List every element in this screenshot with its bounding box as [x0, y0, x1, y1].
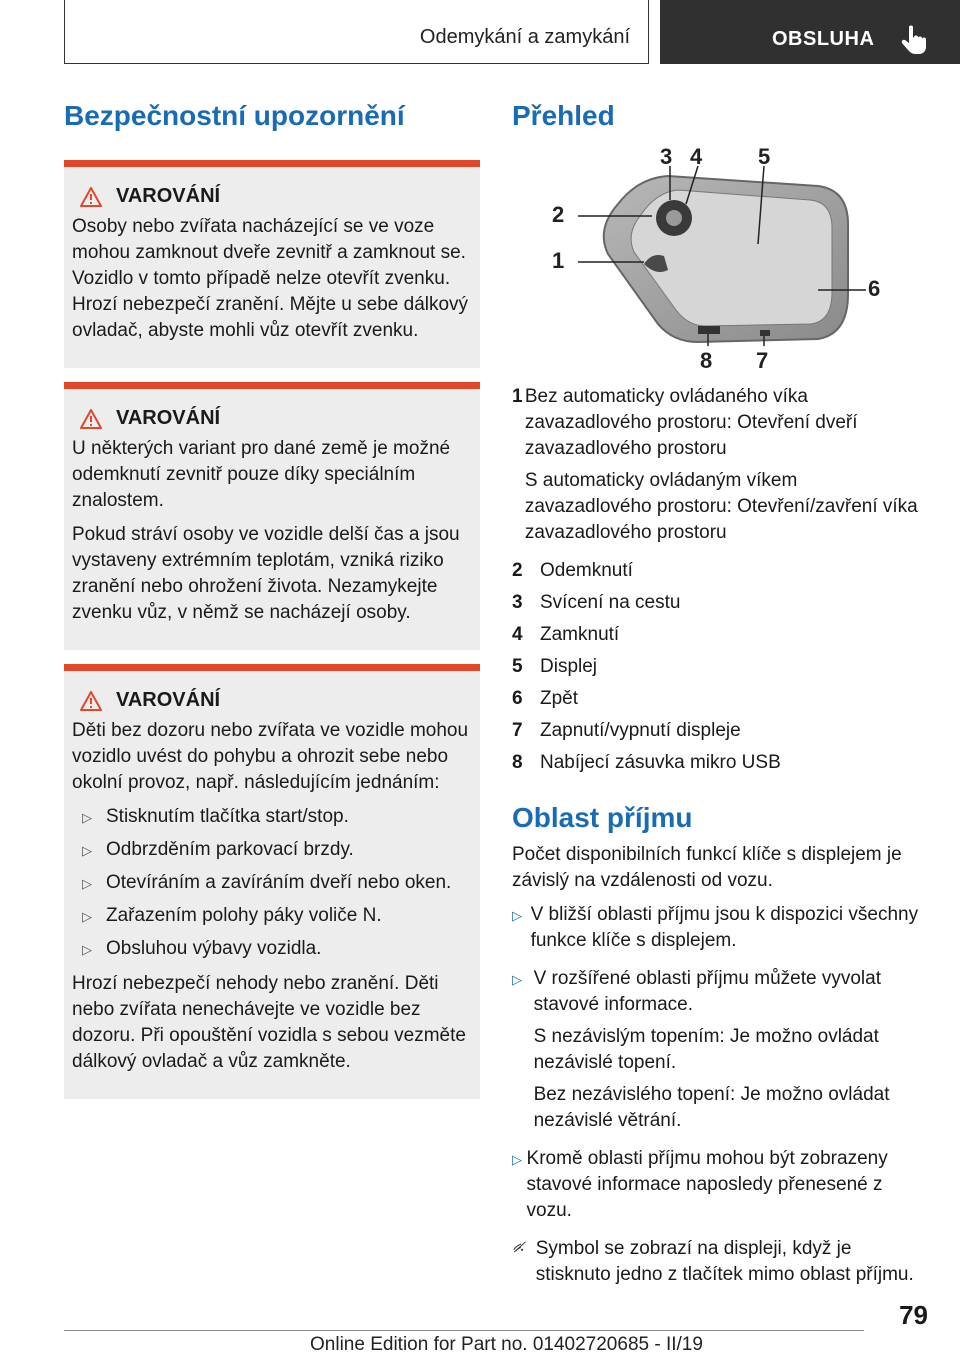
bullet-triangle-icon: ▷	[82, 942, 92, 957]
warning-paragraph: U některých variant pro dané země je možné odemknutí zevnitř pouze díky speciálním znalostem.	[72, 438, 451, 511]
warning-box-2	[64, 382, 480, 650]
warning-title-text: VAROVÁNÍ	[116, 407, 221, 429]
callout-3: 3	[660, 144, 673, 169]
callout-4: 4	[690, 144, 703, 169]
figure-legend	[512, 384, 928, 776]
warning-title	[80, 689, 470, 712]
legend-number: 1	[512, 386, 523, 407]
legend-number: 2	[512, 560, 523, 581]
legend-item	[512, 718, 928, 744]
legend-item	[512, 590, 928, 616]
range-bullet-text: Kromě oblasti příjmu mohou být zobrazeny stavové informace naposledy přenesené z vozu.	[526, 1148, 888, 1221]
footer-divider	[64, 1330, 864, 1331]
bullet-triangle-icon: ▷	[512, 972, 522, 987]
legend-line: Odemknutí	[540, 560, 633, 581]
warning-title-text: VAROVÁNÍ	[116, 689, 221, 711]
legend-number: 8	[512, 752, 523, 773]
bullet-triangle-icon: ▷	[512, 908, 522, 923]
legend-item	[512, 384, 928, 552]
warning-triangle-icon	[80, 409, 102, 429]
header-section-title: Odemykání a zamykání	[419, 26, 630, 48]
legend-line: Zamknutí	[540, 624, 620, 645]
range-heading: Oblast příjmu	[512, 802, 693, 833]
callout-2: 2	[552, 202, 565, 227]
legend-line: Displej	[540, 656, 598, 677]
bullet-triangle-icon: ▷	[82, 876, 92, 891]
legend-line: Bez automaticky ovládaného víka zavazadlového prostoru: Otevření dveří zavazadlového prostoru	[524, 386, 858, 459]
legend-line: Nabíjecí zásuvka mikro USB	[540, 752, 781, 773]
legend-item	[512, 622, 928, 648]
overview-column	[512, 100, 928, 1288]
legend-number: 6	[512, 688, 523, 709]
warning-intro: Děti bez dozoru nebo zvířata ve vozidle mohou vozidlo uvést do pohybu a ohrozit sebe nebo okolní provoz, např. následujícím jednáním:	[72, 720, 469, 793]
warning-paragraph: Pokud stráví osoby ve vozidle delší čas a jsou vystaveny extrémním teplotám, vzniká riziko zranění nebo ohrožení života. Nezamykejte zvenku vůz, v němž se nacházejí osoby.	[72, 524, 460, 623]
legend-line: S automaticky ovládaným víkem zavazadlového prostoru: Otevření/zavření víka zavazadlového prostoru	[524, 470, 918, 543]
list-item-text: Odbrzděním parkovací brzdy.	[106, 839, 354, 860]
range-bullet	[512, 966, 928, 1140]
list-item-text: Otevíráním a zavíráním dveří nebo oken.	[106, 872, 452, 893]
callout-7: 7	[756, 348, 769, 373]
header-chapter-tab[interactable]	[660, 0, 960, 64]
warning-title	[80, 185, 470, 208]
bullet-triangle-icon: ▷	[82, 810, 92, 825]
page-number: 79	[899, 1300, 928, 1330]
warning-paragraph: Osoby nebo zvířata nacházející se ve voze mohou zamknout dveře zevnitř a zamknout se. Vozidlo v tomto případě nelze otevřít zvenku. Hrozí nebezpečí zranění. Mějte u sebe dálkový ovladač, abyste mohli vůz otevřít zvenku.	[72, 216, 469, 341]
list-item-text: Zařazením polohy páky voliče N.	[106, 905, 382, 926]
bullet-triangle-icon: ▷	[512, 1152, 522, 1167]
range-body	[512, 842, 928, 1288]
warning-box-1	[64, 160, 480, 368]
warning-outro: Hrozí nebezpečí nehody nebo zranění. Děti nebo zvířata nenechávejte ve vozidle bez dozoru. Při opouštění vozidla s sebou vezměte dálkový ovladač a vůz zamkněte.	[72, 973, 466, 1072]
bullet-triangle-icon: ▷	[82, 909, 92, 924]
legend-line: Zpět	[540, 688, 579, 709]
warning-triangle-icon	[80, 187, 102, 207]
range-bullet	[512, 902, 928, 960]
range-bullet-text: S nezávislým topením: Je možno ovládat nezávislé topení.	[533, 1026, 879, 1073]
legend-number: 4	[512, 624, 523, 645]
legend-number: 7	[512, 720, 523, 741]
list-item-text: Stisknutím tlačítka start/stop.	[106, 806, 349, 827]
legend-line: Zapnutí/vypnutí displeje	[540, 720, 741, 741]
callout-6: 6	[868, 276, 881, 301]
range-bullet	[512, 1146, 928, 1230]
legend-item	[512, 558, 928, 584]
hand-pointer-icon	[900, 24, 928, 56]
range-bullet-text: V rozšířené oblasti příjmu můžete vyvolat stavové informace.	[533, 968, 881, 1015]
legend-number: 5	[512, 656, 523, 677]
legend-line: Svícení na cestu	[540, 592, 681, 613]
range-note-text: Symbol se zobrazí na displeji, když je stisknuto jedno z tlačítek mimo oblast příjmu.	[535, 1238, 914, 1285]
footer-edition: Online Edition for Part no. 01402720685 - II/19	[310, 1334, 703, 1355]
safety-heading: Bezpečnostní upozornění	[64, 100, 405, 131]
warning-title	[80, 407, 470, 430]
list-item-text: Obsluhou výbavy vozidla.	[106, 938, 322, 959]
legend-item	[512, 750, 928, 776]
range-note	[512, 1236, 928, 1288]
list-item	[72, 870, 470, 897]
range-intro: Počet disponibilních funkcí klíče s displejem je závislý na vzdálenosti od vozu.	[512, 844, 902, 891]
list-item	[72, 903, 470, 930]
warning-box-3	[64, 664, 480, 1099]
legend-item	[512, 654, 928, 680]
header-chapter-title: OBSLUHA	[772, 28, 875, 50]
bullet-triangle-icon: ▷	[82, 843, 92, 858]
out-of-range-icon	[512, 1236, 528, 1258]
callout-1: 1	[552, 248, 565, 273]
legend-item	[512, 686, 928, 712]
display-key-figure	[548, 144, 881, 374]
range-bullet-text: V bližší oblasti příjmu jsou k dispozici všechny funkce klíče s displejem.	[530, 904, 919, 951]
overview-heading: Přehled	[512, 100, 615, 131]
legend-number: 3	[512, 592, 523, 613]
range-bullet-text: Bez nezávislého topení: Je možno ovládat nezávislé větrání.	[533, 1084, 890, 1131]
callout-8: 8	[700, 348, 713, 373]
list-item	[72, 837, 470, 864]
safety-column	[64, 100, 480, 1099]
list-item	[72, 804, 470, 831]
list-item	[72, 936, 470, 963]
warning-triangle-icon	[80, 691, 102, 711]
warning-title-text: VAROVÁNÍ	[116, 185, 221, 207]
legend-text	[525, 384, 928, 552]
callout-5: 5	[758, 144, 771, 169]
warning-list	[72, 804, 470, 963]
display-key-illustration	[548, 144, 881, 374]
